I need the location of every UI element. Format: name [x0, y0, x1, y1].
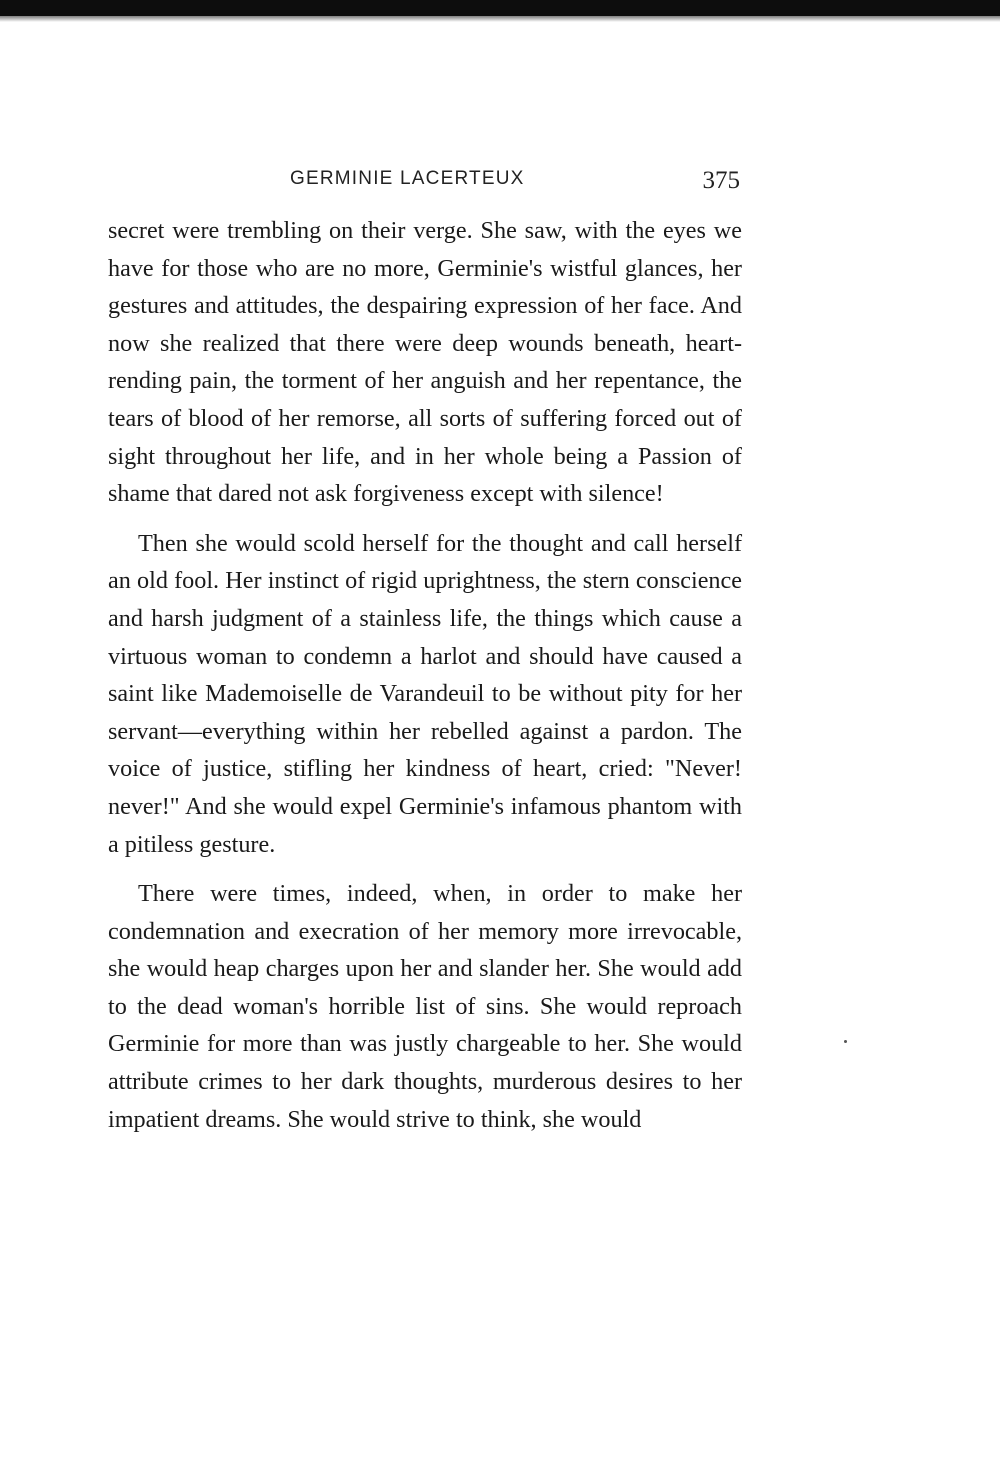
page-number: 375	[702, 167, 740, 194]
running-head	[108, 164, 742, 198]
running-title: GERMINIE LACERTEUX	[290, 168, 525, 189]
scan-top-edge	[0, 0, 1000, 16]
body-text	[108, 212, 742, 1138]
paragraph-1: secret were trembling on their verge. She saw, with the eyes we have for those who are no more, Germinie's wistful glances, her gestures and attitudes, the despairing expression of her face. And now she realized that there were deep wounds beneath, heart-rending pain, the torment of her anguish and her repentance, the tears of blood of her remorse, all sorts of suffering forced out of sight throughout her life, and in her whole being a Passion of shame that dared not ask forgiveness except with silence!	[108, 217, 742, 508]
paragraph-2: Then she would scold herself for the thought and call herself an old fool. Her instinct of rigid uprightness, the stern conscience and harsh judgment of a stainless life, the things which cause a virtuous woman to condemn a harlot and should have caused a saint like Mademoiselle de Varandeuil to be without pity for her servant—everything within her rebelled against a pardon. The voice of justice, stifling her kindness of heart, cried: "Never! never!" And she would expel Germinie's infamous phantom with a pitiless gesture.	[108, 529, 742, 858]
scan-speck	[844, 1040, 847, 1043]
paragraph-3: There were times, indeed, when, in order to make her condemnation and execration of her memory more irrevocable, she would heap charges upon her and slander her. She would add to the dead woman's horrible list of sins. She would reproach Germinie for more than was justly chargeable to her. She would attribute crimes to her dark thoughts, murderous desires to her impatient dreams. She would strive to think, she would	[108, 880, 742, 1133]
scan-top-edge-shadow	[0, 16, 1000, 22]
